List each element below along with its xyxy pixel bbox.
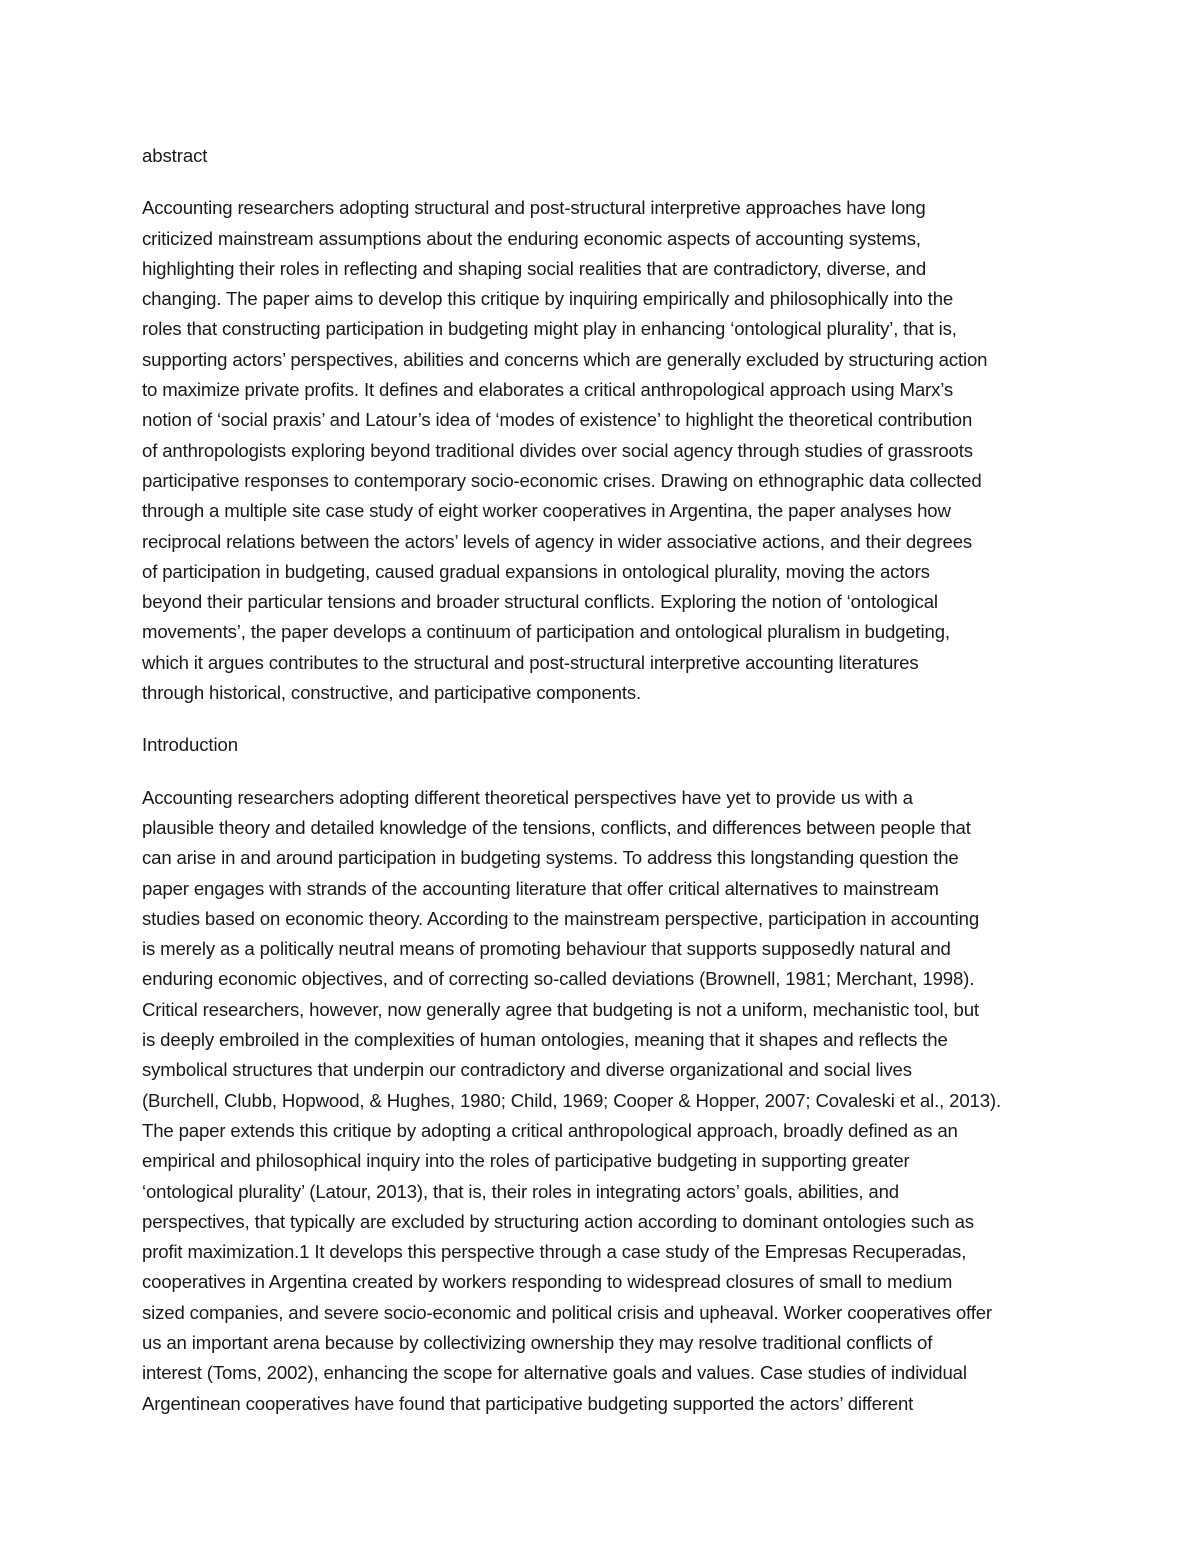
introduction-line: is deeply embroiled in the complexities of human ontologies, meaning that it shapes and reflects the [142,1029,948,1051]
introduction-line: us an important arena because by collectivizing ownership they may resolve traditional conflicts of [142,1331,933,1353]
introduction-line: (Burchell, Clubb, Hopwood, & Hughes, 1980; Child, 1969; Cooper & Hopper, 2007; Covaleski et al., 2013). [142,1089,1001,1111]
abstract-line: movements’, the paper develops a continuum of participation and ontological pluralism in budgeting, [142,621,950,643]
abstract-heading: abstract [142,145,208,166]
introduction-line: perspectives, that typically are excluded by structuring action according to dominant ontologies such as [142,1210,974,1232]
abstract-line: Accounting researchers adopting structural and post-structural interpretive approaches have long [142,197,926,219]
abstract-line: roles that constructing participation in budgeting might play in enhancing ‘ontological plurality’, that is, [142,318,957,340]
abstract-line: participative responses to contemporary socio-economic crises. Drawing on ethnographic data collected [142,469,982,491]
introduction-paragraph [142,783,1072,1419]
introduction-line: enduring economic objectives, and of correcting so-called deviations (Brownell, 1981; Merchant, 1998). [142,968,975,990]
abstract-line: criticized mainstream assumptions about the enduring economic aspects of accounting systems, [142,227,921,249]
abstract-line: of participation in budgeting, caused gradual expansions in ontological plurality, moving the actors [142,560,930,582]
introduction-line: Accounting researchers adopting different theoretical perspectives have yet to provide us with a [142,786,913,808]
introduction-line: The paper extends this critique by adopting a critical anthropological approach, broadly defined as an [142,1119,958,1141]
abstract-line: beyond their particular tensions and broader structural conflicts. Exploring the notion of ‘ontological [142,591,938,613]
introduction-line: sized companies, and severe socio-economic and political crisis and upheaval. Worker cooperatives offer [142,1301,992,1323]
abstract-paragraph [142,193,1072,708]
introduction-line: symbolical structures that underpin our contradictory and diverse organizational and social lives [142,1059,912,1081]
abstract-line: of anthropologists exploring beyond traditional divides over social agency through studies of grassroots [142,439,973,461]
introduction-line: interest (Toms, 2002), enhancing the scope for alternative goals and values. Case studies of individual [142,1362,967,1384]
section-gap [142,708,1072,730]
abstract-line: to maximize private profits. It defines and elaborates a critical anthropological approach using Marx’s [142,379,954,401]
abstract-line: through a multiple site case study of eight worker cooperatives in Argentina, the paper analyses how [142,500,951,522]
abstract-line: highlighting their roles in reflecting and shaping social realities that are contradictory, diverse, and [142,257,927,279]
abstract-line: changing. The paper aims to develop this critique by inquiring empirically and philosophically into the [142,288,954,310]
introduction-line: profit maximization.1 It develops this perspective through a case study of the Empresas Recuperadas, [142,1241,967,1263]
introduction-line: can arise in and around participation in budgeting systems. To address this longstanding question the [142,847,959,869]
introduction-line: is merely as a politically neutral means of promoting behaviour that supports supposedly natural and [142,938,951,960]
document-body [142,141,1072,1419]
introduction-line: empirical and philosophical inquiry into the roles of participative budgeting in supporting greater [142,1150,910,1172]
abstract-line: reciprocal relations between the actors’ levels of agency in wider associative actions, and their degrees [142,530,973,552]
introduction-line: cooperatives in Argentina created by workers responding to widespread closures of small to medium [142,1271,953,1293]
introduction-line: plausible theory and detailed knowledge of the tensions, conflicts, and differences between people that [142,816,971,838]
introduction-line: ‘ontological plurality’ (Latour, 2013), that is, their roles in integrating actors’ goals, abilities, and [142,1180,899,1202]
section-gap [142,761,1072,783]
introduction-line: Argentinean cooperatives have found that participative budgeting supported the actors’ different [142,1392,914,1414]
abstract-line: which it argues contributes to the structural and post-structural interpretive accounting literatures [142,651,919,673]
section-gap [142,171,1072,193]
introduction-line: Critical researchers, however, now generally agree that budgeting is not a uniform, mechanistic tool, but [142,998,979,1020]
abstract-line: supporting actors’ perspectives, abilities and concerns which are generally excluded by structuring action [142,348,988,370]
abstract-line: through historical, constructive, and participative components. [142,682,642,704]
introduction-line: paper engages with strands of the accounting literature that offer critical alternatives to mainstream [142,877,939,899]
introduction-heading: Introduction [142,734,238,756]
abstract-line: notion of ‘social praxis’ and Latour’s idea of ‘modes of existence’ to highlight the theoretical contribution [142,409,973,431]
introduction-line: studies based on economic theory. According to the mainstream perspective, participation in accounting [142,907,980,929]
